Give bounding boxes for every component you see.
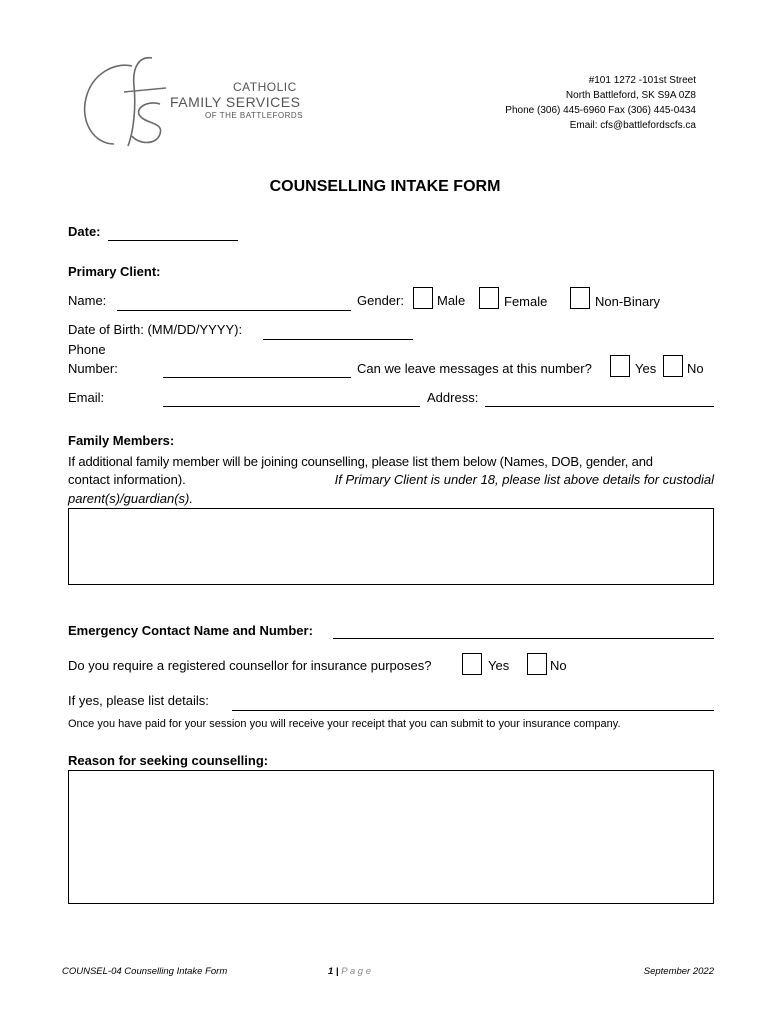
insurance-note: Once you have paid for your session you will receive your receipt that you can submit to your insurance company. [68, 718, 621, 730]
form-title: COUNSELLING INTAKE FORM [269, 178, 501, 195]
phone-label-line2: Number: [68, 361, 118, 376]
org-name-line3: OF THE BATTLEFORDS [205, 111, 304, 120]
gender-female-label: Female [504, 294, 548, 309]
phone-field[interactable] [163, 377, 351, 378]
footer-page-number: 1 [328, 966, 334, 977]
insurance-details-field[interactable] [232, 710, 714, 711]
dob-label: Date of Birth: (MM/DD/YYYY): [68, 322, 243, 337]
family-heading: Family Members: [68, 433, 175, 448]
family-members-textarea[interactable] [68, 508, 714, 585]
org-name-line2: FAMILY SERVICES [170, 94, 301, 110]
email-label: Email: [68, 390, 105, 405]
reason-textarea[interactable] [68, 770, 714, 904]
insurance-no-checkbox[interactable] [527, 653, 547, 675]
emergency-label: Emergency Contact Name and Number: [68, 623, 313, 638]
gender-nonbinary-label: Non-Binary [595, 294, 661, 309]
family-instructions-2 [68, 472, 714, 487]
family-instructions-2-plain: contact information). [68, 472, 186, 487]
insurance-no-label: No [550, 658, 567, 673]
phone-label-line1: Phone [68, 342, 106, 357]
gender-male-label: Male [437, 293, 466, 308]
family-instructions-2-italic: If Primary Client is under 18, please list above details for custodial [334, 472, 714, 487]
footer-page-word: P a g e [341, 966, 372, 977]
messages-no-checkbox[interactable] [663, 355, 683, 377]
gender-label: Gender: [357, 293, 404, 308]
messages-no-label: No [687, 361, 704, 376]
email-field[interactable] [163, 406, 420, 407]
org-name-line1: CATHOLIC [233, 80, 297, 94]
footer-page [328, 966, 371, 977]
footer-right: September 2022 [643, 966, 714, 977]
primary-client-heading: Primary Client: [68, 264, 161, 279]
family-instructions-3: parent(s)/guardian(s). [68, 491, 193, 506]
date-field[interactable] [108, 240, 238, 241]
gender-female-checkbox[interactable] [479, 287, 499, 309]
dob-field[interactable] [263, 339, 413, 340]
name-label: Name: [68, 293, 107, 308]
emergency-field[interactable] [333, 638, 714, 639]
insurance-details-label: If yes, please list details: [68, 693, 209, 708]
insurance-yes-checkbox[interactable] [462, 653, 482, 675]
date-label: Date: [68, 224, 101, 239]
family-instructions-1: If additional family member will be joining counselling, please list them below (Names, DOB, gender, and [68, 454, 653, 469]
contact-street: #101 1272 -101st Street [588, 75, 696, 86]
footer-page-separator: | [335, 966, 339, 977]
logo-monogram [74, 52, 184, 152]
contact-city: North Battleford, SK S9A 0Z8 [565, 90, 696, 101]
gender-male-checkbox[interactable] [413, 287, 433, 309]
messages-question: Can we leave messages at this number? [357, 361, 592, 376]
insurance-question: Do you require a registered counsellor for insurance purposes? [68, 658, 432, 673]
address-field[interactable] [485, 406, 714, 407]
footer-left: COUNSEL-04 Counselling Intake Form [62, 966, 228, 977]
insurance-yes-label: Yes [488, 658, 510, 673]
messages-yes-label: Yes [635, 361, 657, 376]
gender-nonbinary-checkbox[interactable] [570, 287, 590, 309]
messages-yes-checkbox[interactable] [610, 355, 630, 377]
contact-email: Email: cfs@battlefordscfs.ca [569, 120, 696, 131]
reason-label: Reason for seeking counselling: [68, 753, 269, 768]
contact-phones: Phone (306) 445-6960 Fax (306) 445-0434 [505, 105, 696, 116]
name-field[interactable] [117, 310, 351, 311]
address-label: Address: [427, 390, 479, 405]
